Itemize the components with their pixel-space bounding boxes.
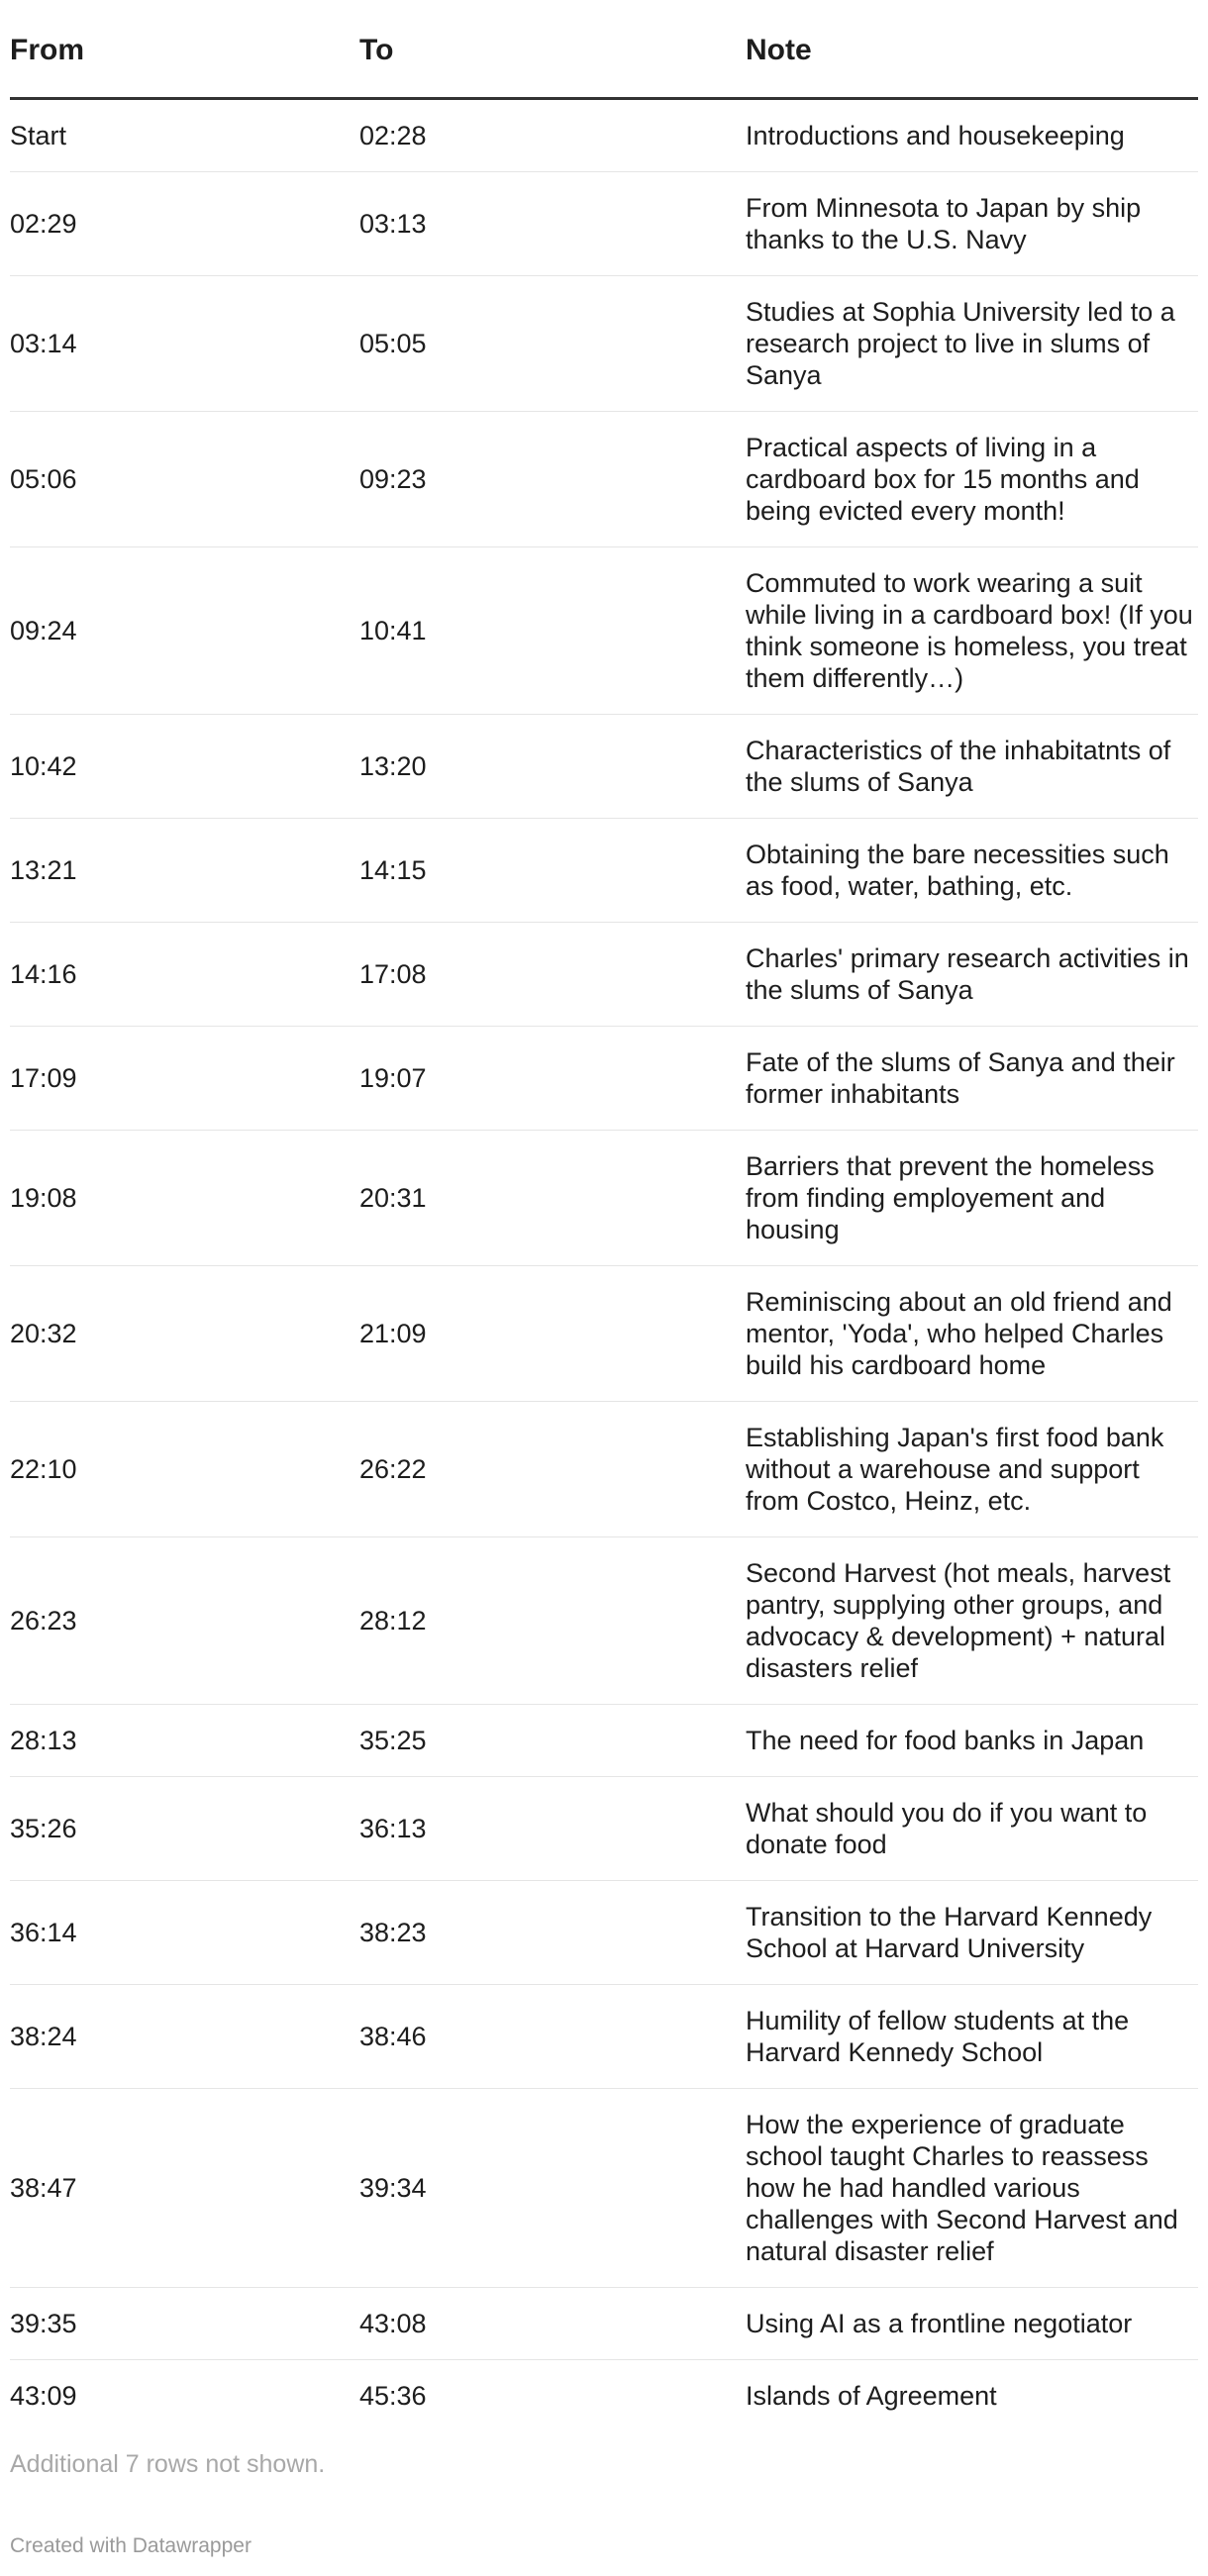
table-row	[10, 171, 1198, 275]
table-header	[10, 0, 1198, 98]
cell-from: 10:42	[10, 714, 359, 818]
table-row	[10, 1401, 1198, 1536]
cell-from: 26:23	[10, 1536, 359, 1704]
table-row	[10, 922, 1198, 1026]
cell-to: 39:34	[359, 2088, 746, 2287]
cell-to: 19:07	[359, 1026, 746, 1130]
cell-from: 19:08	[10, 1130, 359, 1265]
cell-to: 21:09	[359, 1265, 746, 1401]
cell-to: 14:15	[359, 818, 746, 922]
header-row	[10, 0, 1198, 98]
cell-from: 03:14	[10, 275, 359, 411]
cell-to: 09:23	[359, 411, 746, 546]
cell-note: From Minnesota to Japan by ship thanks to the U.S. Navy	[746, 171, 1198, 275]
table-row	[10, 1026, 1198, 1130]
column-header-note[interactable]: Note	[746, 0, 1198, 98]
table-row	[10, 714, 1198, 818]
cell-note: Charles' primary research activities in the slums of Sanya	[746, 922, 1198, 1026]
table-row	[10, 98, 1198, 171]
table-row	[10, 1880, 1198, 1984]
cell-note: Second Harvest (hot meals, harvest pantry, supplying other groups, and advocacy & development) + natural disasters relief	[746, 1536, 1198, 1704]
cell-from: 38:47	[10, 2088, 359, 2287]
cell-from: 14:16	[10, 922, 359, 1026]
table-row	[10, 2359, 1198, 2431]
cell-note: Characteristics of the inhabitatnts of the slums of Sanya	[746, 714, 1198, 818]
datawrapper-table-container	[10, 0, 1208, 2557]
table-row	[10, 1984, 1198, 2088]
cell-note: Transition to the Harvard Kennedy School at Harvard University	[746, 1880, 1198, 1984]
cell-to: 03:13	[359, 171, 746, 275]
cell-from: 43:09	[10, 2380, 77, 2411]
cell-from: 28:13	[10, 1704, 359, 1776]
cell-note: Establishing Japan's first food bank without a warehouse and support from Costco, Heinz, etc.	[746, 1401, 1198, 1536]
cell-from: 02:29	[10, 171, 359, 275]
cell-note: Practical aspects of living in a cardboard box for 15 months and being evicted every month!	[746, 411, 1198, 546]
cell-to: 38:46	[359, 1984, 746, 2088]
datawrapper-credit: Created with Datawrapper	[10, 2534, 252, 2557]
cell-to: 43:08	[359, 2287, 746, 2359]
table-body	[10, 98, 1198, 2431]
table-row	[10, 2088, 1198, 2287]
table-row	[10, 1130, 1198, 1265]
cell-note: Reminiscing about an old friend and mentor, 'Yoda', who helped Charles build his cardboard home	[746, 1265, 1198, 1401]
cell-to: 26:22	[359, 1401, 746, 1536]
table-row	[10, 411, 1198, 546]
cell-to: 13:20	[359, 714, 746, 818]
cell-note: Fate of the slums of Sanya and their former inhabitants	[746, 1026, 1198, 1130]
cell-to: 38:23	[359, 1880, 746, 1984]
column-header-from[interactable]: From	[10, 0, 359, 98]
cell-from: 20:32	[10, 1265, 359, 1401]
cell-note: How the experience of graduate school taught Charles to reassess how he had handled various challenges with Second Harvest and natural disaster relief	[746, 2088, 1198, 2287]
cell-from: 35:26	[10, 1776, 359, 1880]
cell-from: 39:35	[10, 2287, 359, 2359]
cell-from: 36:14	[10, 1880, 359, 1984]
timestamps-table	[10, 0, 1198, 2431]
table-row	[10, 1536, 1198, 1704]
cell-to: 36:13	[359, 1776, 746, 1880]
cell-to: 45:36	[359, 2380, 427, 2411]
cell-from: 22:10	[10, 1401, 359, 1536]
cell-to: 28:12	[359, 1536, 746, 1704]
cell-note: Humility of fellow students at the Harvard Kennedy School	[746, 1984, 1198, 2088]
cell-note: The need for food banks in Japan	[746, 1704, 1198, 1776]
cell-note: Using AI as a frontline negotiator	[746, 2287, 1198, 2359]
cell-to: 35:25	[359, 1704, 746, 1776]
column-header-to[interactable]: To	[359, 0, 746, 98]
cell-to: 20:31	[359, 1130, 746, 1265]
cell-note: Barriers that prevent the homeless from finding employement and housing	[746, 1130, 1198, 1265]
cell-note: Commuted to work wearing a suit while living in a cardboard box! (If you think someone is homeless, you treat them differently…)	[746, 546, 1198, 714]
cell-to: 17:08	[359, 922, 746, 1026]
cell-from: 38:24	[10, 1984, 359, 2088]
cell-note: Studies at Sophia University led to a research project to live in slums of Sanya	[746, 275, 1198, 411]
table-row	[10, 818, 1198, 922]
cell-note: Obtaining the bare necessities such as food, water, bathing, etc.	[746, 818, 1198, 922]
cell-to: 02:28	[359, 98, 746, 171]
table-row	[10, 546, 1198, 714]
table-row	[10, 1776, 1198, 1880]
cell-from: 17:09	[10, 1026, 359, 1130]
rows-not-shown-note: Additional 7 rows not shown.	[10, 2449, 326, 2478]
table-row	[10, 275, 1198, 411]
cell-from: 09:24	[10, 546, 359, 714]
cell-from: 13:21	[10, 818, 359, 922]
cell-from: Start	[10, 98, 359, 171]
cell-note: Islands of Agreement	[746, 2380, 997, 2411]
cell-from: 05:06	[10, 411, 359, 546]
cell-note: Introductions and housekeeping	[746, 98, 1198, 171]
table-row	[10, 1704, 1198, 1776]
cell-to: 05:05	[359, 275, 746, 411]
table-row	[10, 1265, 1198, 1401]
cell-note: What should you do if you want to donate food	[746, 1776, 1198, 1880]
table-row	[10, 2287, 1198, 2359]
cell-to: 10:41	[359, 546, 746, 714]
